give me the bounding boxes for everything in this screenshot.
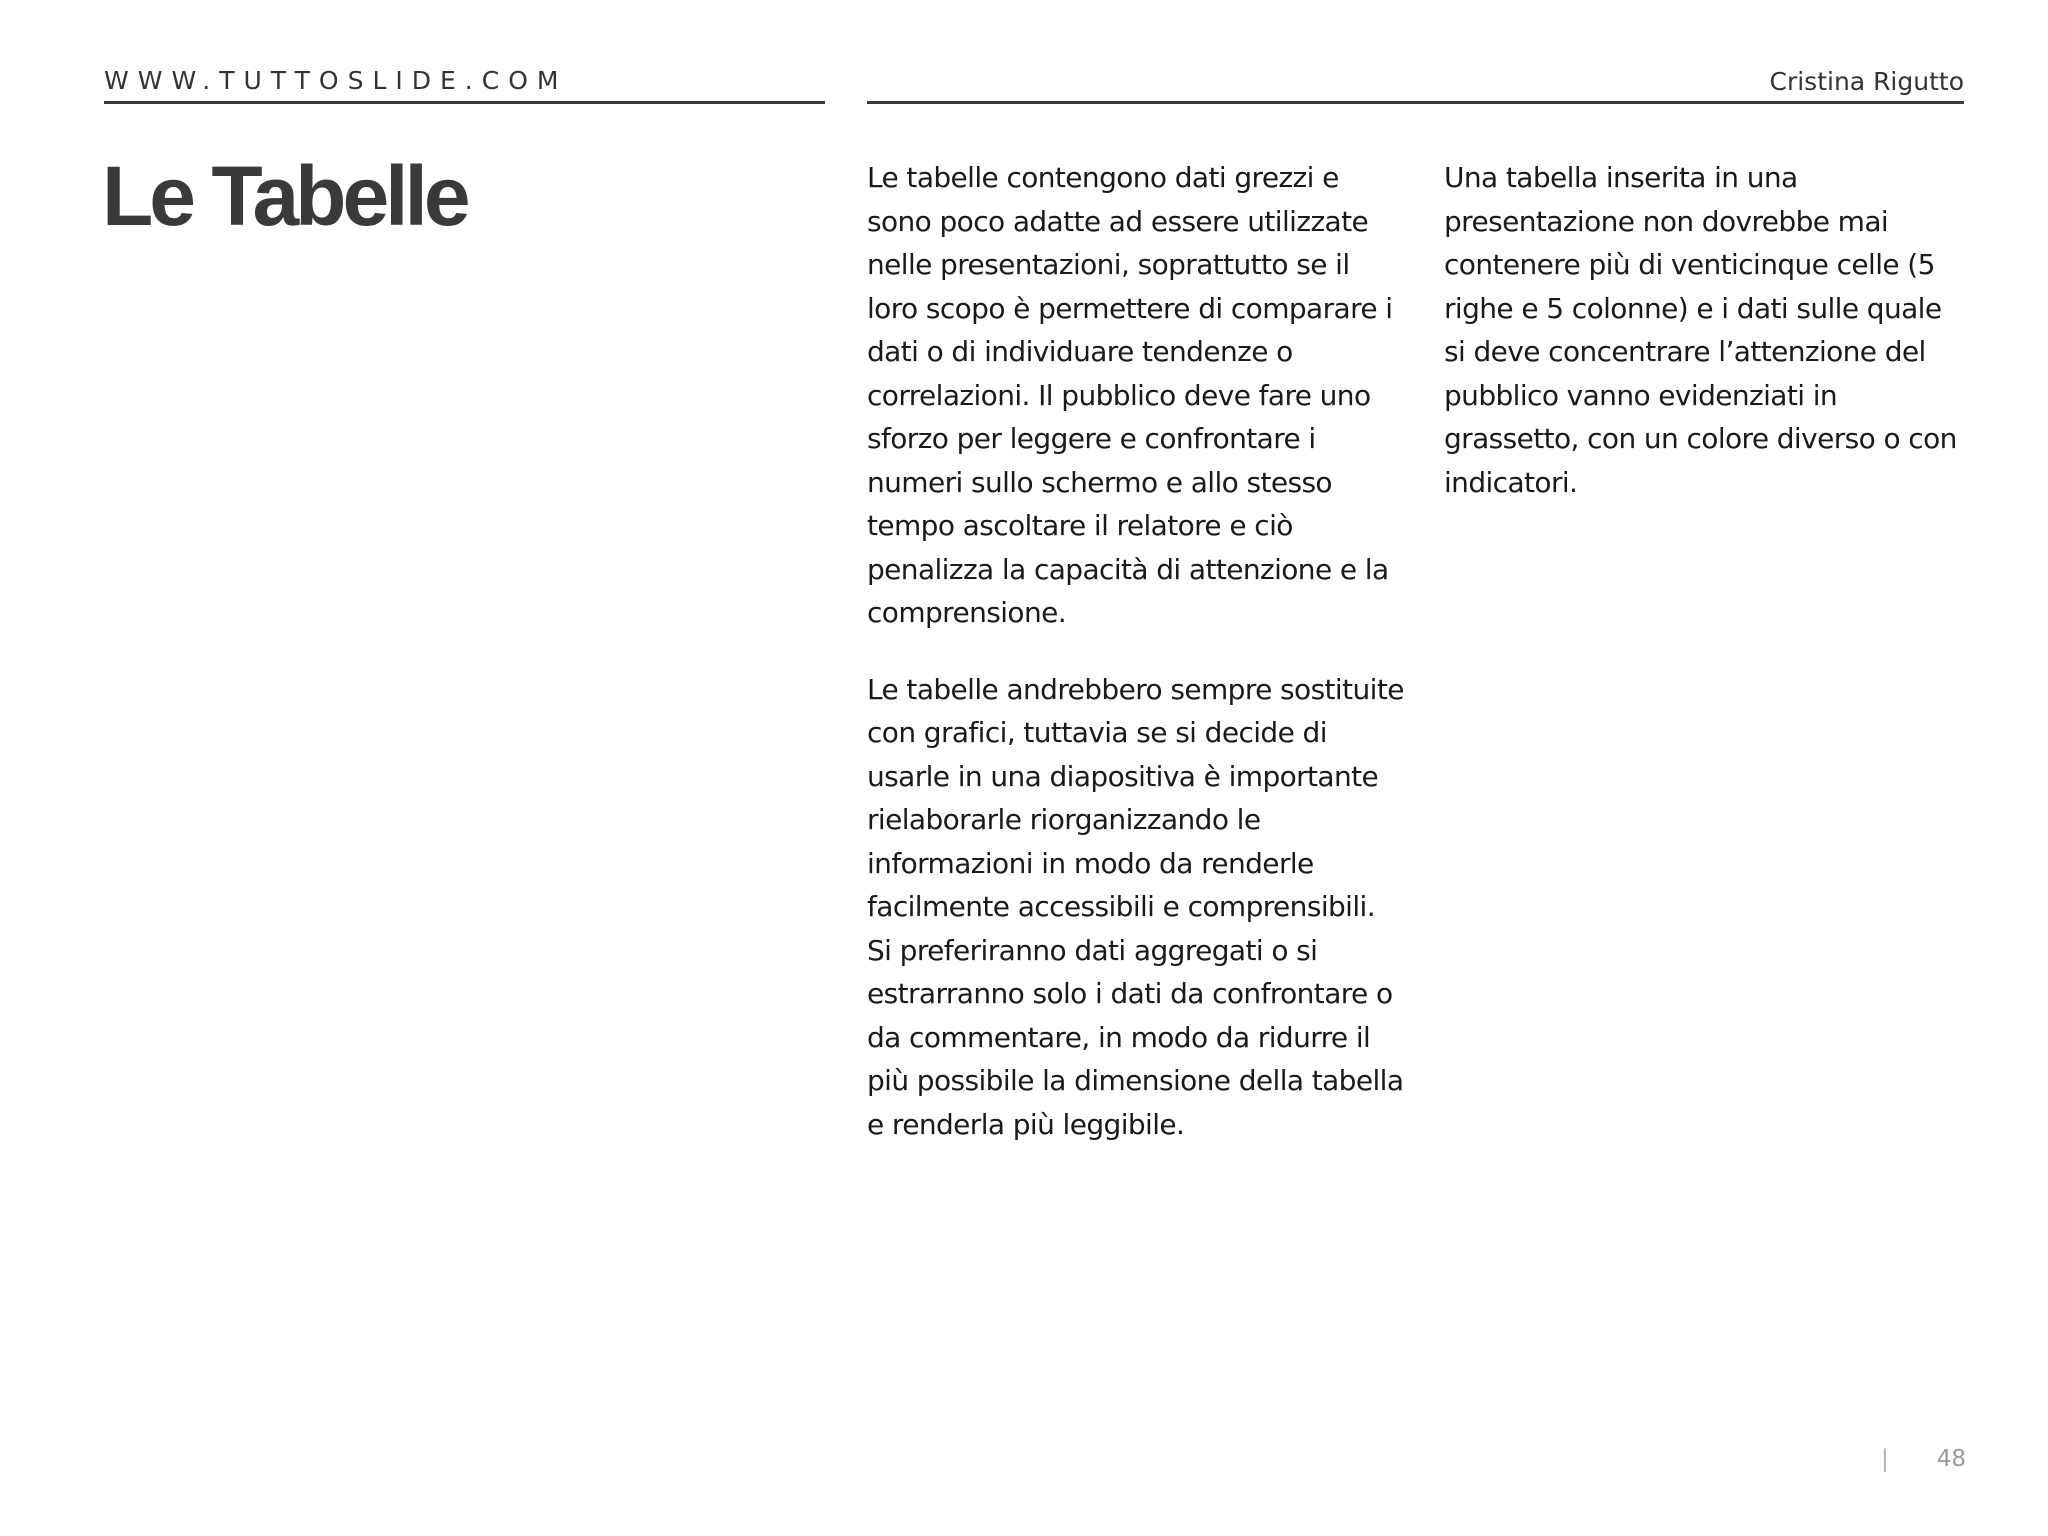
header-rule-left bbox=[104, 101, 825, 104]
text-column-right bbox=[1444, 156, 1969, 537]
page-footer bbox=[1881, 1446, 1966, 1472]
text-column-left bbox=[867, 156, 1407, 1179]
page-number: 48 bbox=[1936, 1446, 1966, 1472]
site-url: WWW.TUTTOSLIDE.COM bbox=[104, 66, 568, 95]
page-title: Le Tabelle bbox=[102, 149, 467, 243]
author-name: Cristina Rigutto bbox=[1769, 67, 1964, 96]
footer-separator: | bbox=[1880, 1446, 1889, 1472]
body-paragraph: Le tabelle andrebbero sempre sostituite con grafici, tuttavia se si decide di usarle in una diapositiva è importante rielaborarle riorganizzando le informazioni in modo da renderle facilmente accessibili e comprensibili. Si preferiranno dati aggregati o si estrarranno solo i dati da confrontare o da commentare, in modo da ridurre il più possibile la dimensione della tabella e renderla più leggibile. bbox=[867, 672, 1404, 1141]
header-rule-right bbox=[867, 101, 1964, 104]
body-paragraph: Le tabelle contengono dati grezzi e sono poco adatte ad essere utilizzate nelle presentazioni, soprattutto se il loro scopo è permettere di comparare i dati o di individuare tendenze o correlazioni. Il pubblico deve fare uno sforzo per leggere e confrontare i numeri sullo schermo e allo stesso tempo ascoltare il relatore e ciò penalizza la capacità di attenzione e la comprensione. bbox=[867, 161, 1393, 629]
body-paragraph: Una tabella inserita in una presentazione non dovrebbe mai contenere più di venticinque celle (5 righe e 5 colonne) e i dati sulle quale si deve concentrare l’attenzione del pubblico vanno evidenziati in grassetto, con un colore diverso o con indicatori. bbox=[1444, 161, 1957, 499]
